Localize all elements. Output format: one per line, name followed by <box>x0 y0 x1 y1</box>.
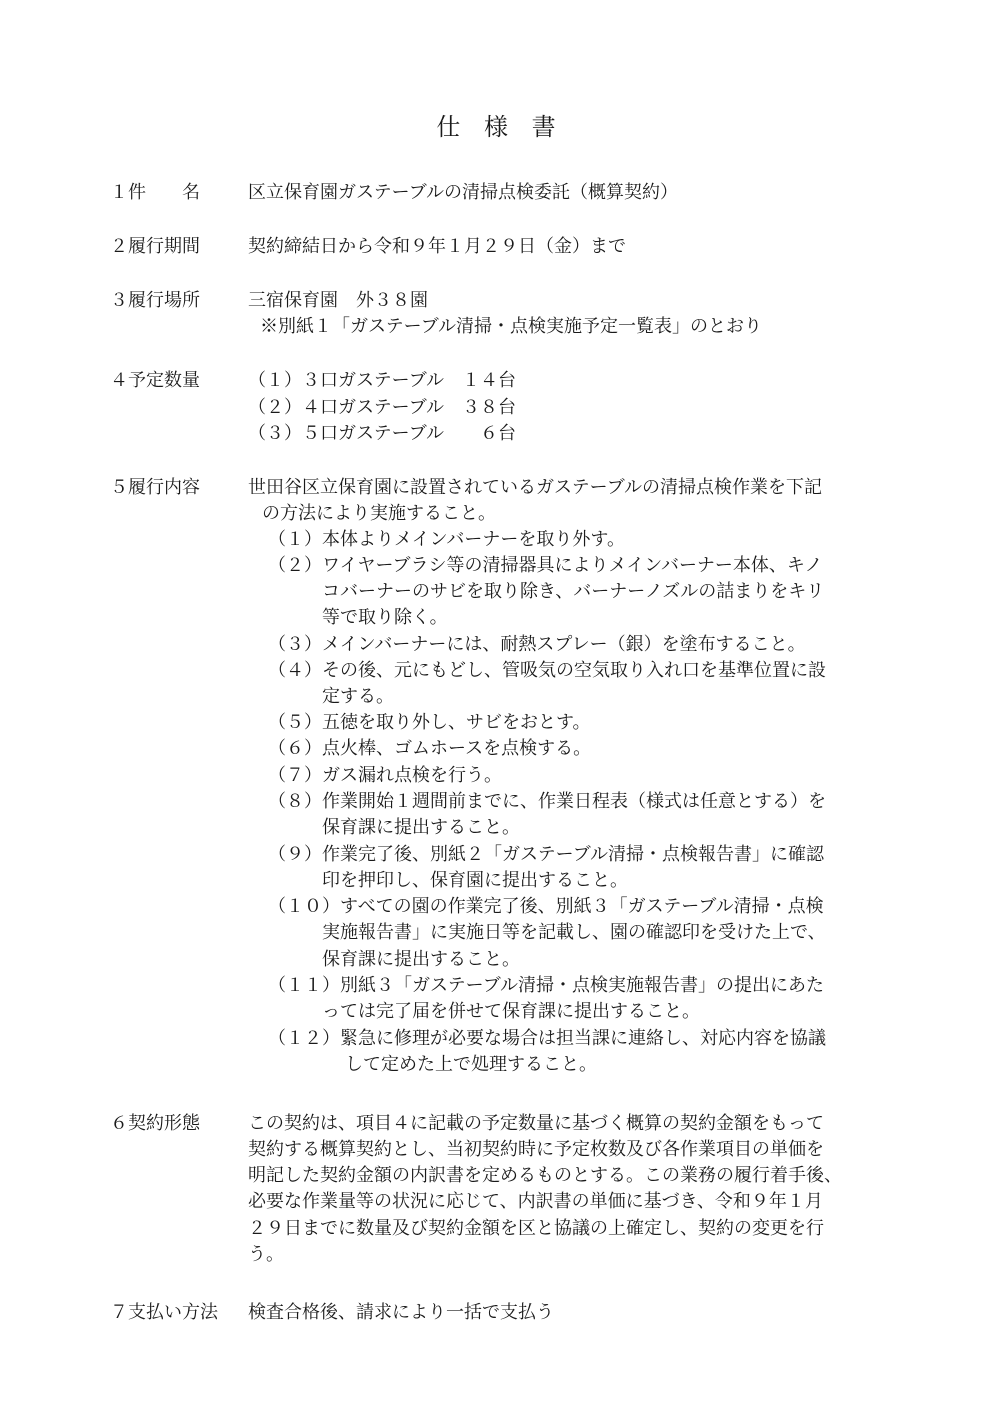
section-3-location: 三宿保育園 外３８園 <box>248 290 428 311</box>
procedure-line: （１）本体よりメインバーナーを取り外す。 <box>268 529 625 550</box>
document-title: 仕 様 書 <box>436 113 564 141</box>
section-6-label: ６契約形態 <box>110 1113 200 1134</box>
section-7-text: 検査合格後、請求により一括で支払う <box>248 1302 554 1323</box>
procedure-line: （６）点火棒、ゴムホースを点検する。 <box>268 738 592 759</box>
procedure-line: コバーナーのサビを取り除き、バーナーノズルの詰まりをキリ <box>322 581 825 602</box>
section-2-label: ２履行期間 <box>110 236 200 257</box>
procedure-line: （１２）緊急に修理が必要な場合は担当課に連絡し、対応内容を協議 <box>268 1028 826 1049</box>
procedure-line: （１１）別紙３「ガステーブル清掃・点検実施報告書」の提出にあた <box>268 975 825 996</box>
procedure-line: 保育課に提出すること。 <box>322 949 520 970</box>
section-5-intro: の方法により実施すること。 <box>262 503 496 524</box>
contract-line: う。 <box>248 1244 284 1265</box>
section-5-label: ５履行内容 <box>110 477 200 498</box>
procedure-line: （８）作業開始１週間前までに、作業日程表（様式は任意とする）を <box>268 791 826 812</box>
procedure-line: （２）ワイヤーブラシ等の清掃器具によりメインバーナー本体、キノ <box>268 555 823 576</box>
section-1-text: 区立保育園ガステーブルの清掃点検委託（概算契約） <box>248 182 679 203</box>
section-3-label: ３履行場所 <box>110 290 200 311</box>
procedure-line: 等で取り除く。 <box>322 607 448 628</box>
contract-line: この契約は、項目４に記載の予定数量に基づく概算の契約金額をもって <box>248 1113 824 1134</box>
contract-line: 明記した契約金額の内訳書を定めるものとする。この業務の履行着手後、 <box>248 1165 842 1186</box>
procedure-line: （１０）すべての園の作業完了後、別紙３「ガステーブル清掃・点検 <box>268 896 824 917</box>
procedure-line: 印を押印し、保育園に提出すること。 <box>322 870 628 891</box>
quantity-item: （３）５口ガステーブル ６台 <box>248 423 517 444</box>
procedure-line: 実施報告書」に実施日等を記載し、園の確認印を受けた上で、 <box>322 922 826 943</box>
procedure-line: して定めた上で処理すること。 <box>345 1054 597 1075</box>
section-5-intro: 世田谷区立保育園に設置されているガステーブルの清掃点検作業を下記 <box>248 477 823 498</box>
section-3-note: ※別紙１「ガステーブル清掃・点検実施予定一覧表」のとおり <box>260 316 763 337</box>
procedure-line: 保育課に提出すること。 <box>322 817 520 838</box>
section-2-text: 契約締結日から令和９年１月２９日（金）まで <box>248 236 626 257</box>
section-4-label: ４予定数量 <box>110 370 200 391</box>
procedure-line: 定する。 <box>322 686 394 707</box>
contract-line: 必要な作業量等の状況に応じて、内訳書の単価に基づき、令和９年１月 <box>248 1191 823 1212</box>
contract-line: 契約する概算契約とし、当初契約時に予定枚数及び各作業項目の単価を <box>248 1139 824 1160</box>
contract-line: ２９日までに数量及び契約金額を区と協議の上確定し、契約の変更を行 <box>248 1218 824 1239</box>
section-1-label: １件 名 <box>110 182 200 203</box>
procedure-line: （５）五徳を取り外し、サビをおとす。 <box>268 712 591 733</box>
procedure-line: （３）メインバーナーには、耐熱スプレー（銀）を塗布すること。 <box>268 634 806 655</box>
procedure-line: っては完了届を併せて保育課に提出すること。 <box>322 1001 700 1022</box>
procedure-line: （７）ガス漏れ点検を行う。 <box>268 765 502 786</box>
quantity-item: （２）４口ガステーブル ３８台 <box>248 397 517 418</box>
quantity-item: （１）３口ガステーブル １４台 <box>248 370 517 391</box>
procedure-line: （９）作業完了後、別紙２「ガステーブル清掃・点検報告書」に確認 <box>268 844 825 865</box>
procedure-line: （４）その後、元にもどし、管吸気の空気取り入れ口を基準位置に設 <box>268 660 826 681</box>
section-7-label: ７支払い方法 <box>110 1302 218 1323</box>
